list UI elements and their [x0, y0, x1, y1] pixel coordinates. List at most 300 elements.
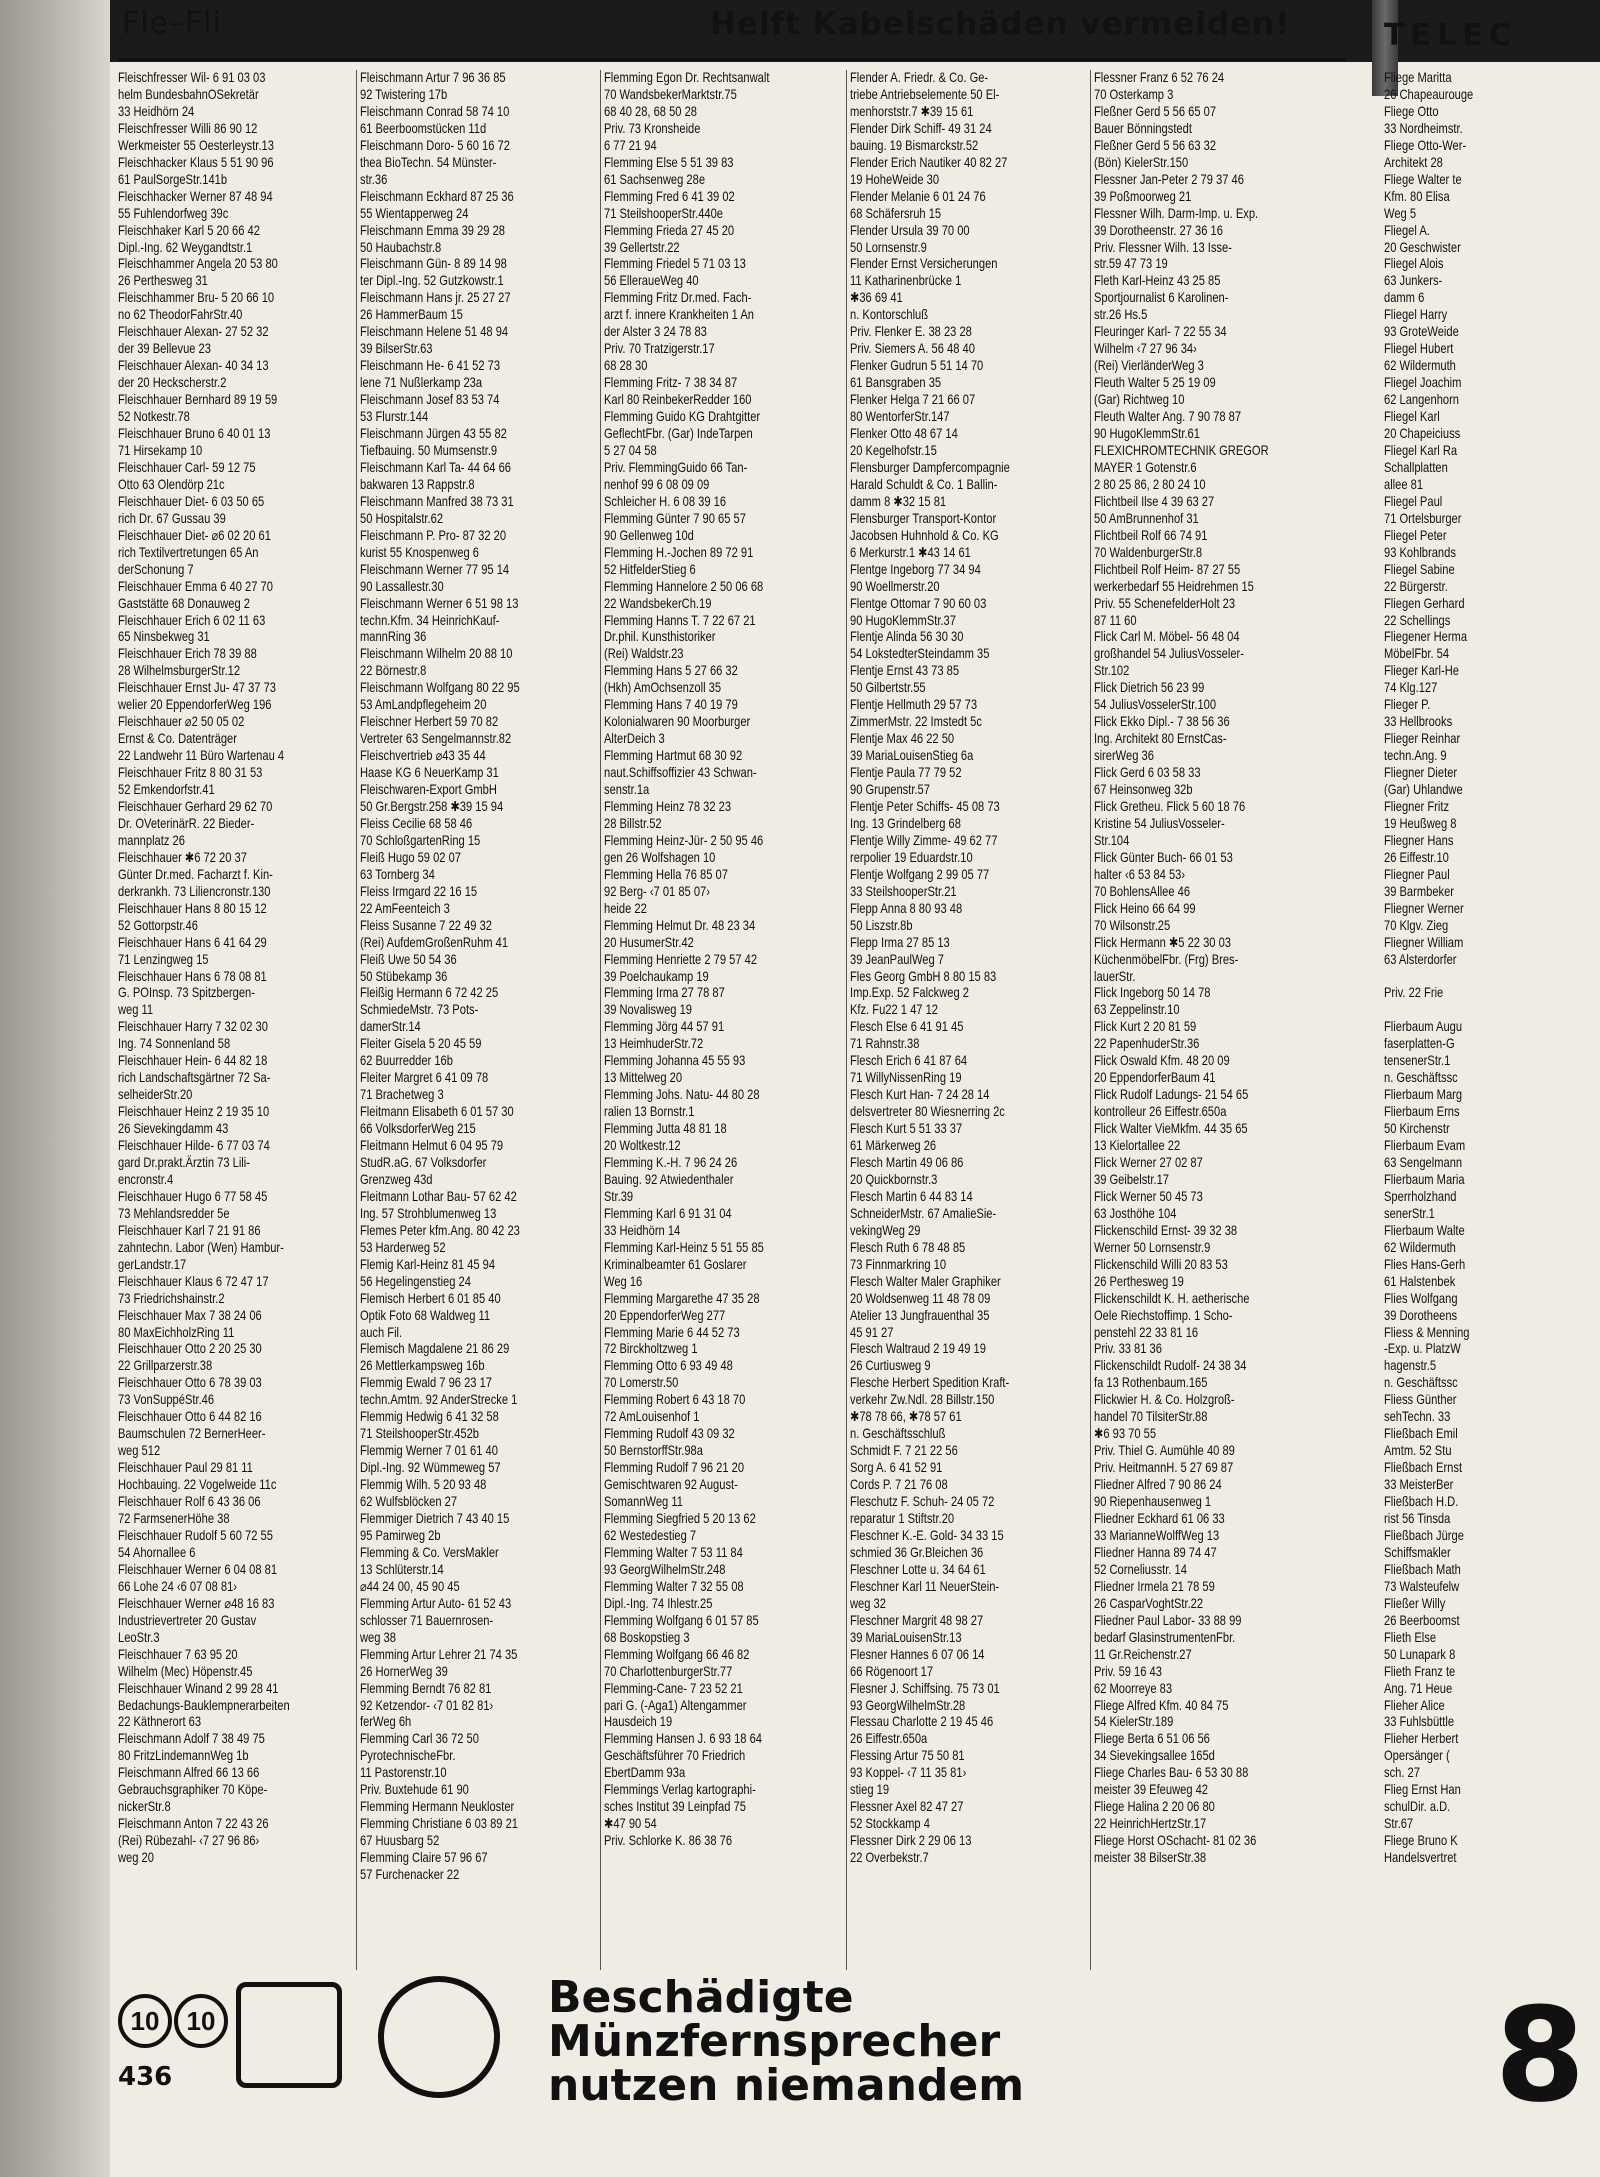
listing-line: Fleischfresser Willi 86 90 12	[118, 120, 258, 136]
listing-line: Flierbaum Walte	[1384, 1222, 1465, 1238]
listing-line: 80 MaxEichholzRing 11	[118, 1324, 235, 1340]
listing-line: Fleischhauer Erich 6 02 11 63	[118, 612, 266, 628]
listing-line: Fliedner Paul Labor- 33 88 99	[1094, 1612, 1242, 1628]
listing-line: 52 HitfelderStieg 6	[604, 561, 696, 577]
listing-line: Fleischhauer Ernst Ju- 47 37 73	[118, 680, 277, 696]
phonebook-icon	[236, 1982, 342, 2088]
listing-line: 39 Novalisweg 19	[604, 1002, 692, 1018]
listing-line: damerStr.14	[360, 1019, 421, 1035]
listing-line: Dr.phil. Kunsthistoriker	[604, 629, 716, 645]
listing-line: 26 Perthesweg 31	[118, 273, 208, 289]
listing-line: 33 Nordheimstr.	[1384, 120, 1463, 136]
listing-line: 93 GeorgWilhelmStr.28	[850, 1697, 966, 1713]
listing-line: 20 Kegelhofstr.15	[850, 442, 937, 458]
listing-line: naut.Schiffsoffizier 43 Schwan-	[604, 765, 757, 781]
listing-line: Flessner Franz 6 52 76 24	[1094, 70, 1225, 85]
listing-line: 62 Wildermuth	[1384, 358, 1456, 374]
listing-line: Sportjournalist 6 Karolinen-	[1094, 290, 1229, 306]
listing-line: 68 Boskopstieg 3	[604, 1629, 690, 1645]
listing-line: 20 HusumerStr.42	[604, 934, 694, 950]
listing-line: 72 FarmsenerHöhe 38	[118, 1511, 230, 1527]
listing-line: Hausdeich 19	[604, 1714, 673, 1730]
listing-line: ⌀44 24 00, 45 90 45	[360, 1578, 460, 1594]
listing-line: Flentje Alinda 56 30 30	[850, 629, 964, 645]
listing-line: 73 Walsteufelw	[1384, 1578, 1460, 1594]
listing-line: Flesch Walter Maler Graphiker	[850, 1273, 1001, 1289]
listing-line: 70 CharlottenburgerStr.77	[604, 1663, 733, 1679]
listing-line: mannRing 36	[360, 629, 427, 645]
listing-line: Flemming Siegfried 5 20 13 62	[604, 1511, 756, 1527]
listing-line: 53 AmLandpflegeheim 20	[360, 697, 487, 713]
listing-line: 71 Hirsekamp 10	[118, 442, 203, 458]
listing-line: 70 Klgv. Zieg	[1384, 917, 1449, 933]
listing-line: 61 PaulSorgeStr.141b	[118, 171, 228, 187]
listing-line: Grenzweg 43d	[360, 1171, 433, 1187]
listing-line: Fleischhauer Klaus 6 72 47 17	[118, 1273, 269, 1289]
listing-line: 73 VonSuppéStr.46	[118, 1392, 215, 1408]
listing-line: n. Geschäftsschluß	[850, 1426, 946, 1442]
listing-line: Flemming Hanns T. 7 22 67 21	[604, 612, 756, 628]
listing-line: Fleßner Gerd 5 56 65 07	[1094, 103, 1217, 119]
listing-line: nickerStr.8	[118, 1799, 171, 1815]
listing-line: 13 HeimhuderStr.72	[604, 1036, 704, 1052]
listing-line: zahntechn. Labor (Wen) Hambur-	[118, 1239, 284, 1255]
listing-line: Hochbauing. 22 Vogelweide 11c	[118, 1477, 277, 1493]
listing-line: LeoStr.3	[118, 1629, 160, 1645]
listing-line: weg 512	[118, 1443, 161, 1459]
listing-column-2	[360, 70, 557, 1884]
listing-line: Fleischhauer Winand 2 99 28 41	[118, 1680, 279, 1696]
listing-line: 53 Harderweg 52	[360, 1239, 446, 1255]
listing-line: Flies Wolfgang	[1384, 1290, 1458, 1306]
listing-line: Flichtbeil Ilse 4 39 63 27	[1094, 493, 1215, 509]
listing-line: 80 FritzLindemannWeg 1b	[118, 1748, 249, 1764]
listing-line: Flick Dietrich 56 23 99	[1094, 680, 1205, 696]
next-page-header: TELEC	[1384, 18, 1517, 53]
listing-line: Flemmings Verlag kartographi-	[604, 1782, 756, 1798]
listing-line: Flesch Kurt Han- 7 24 28 14	[850, 1087, 990, 1103]
listing-line: Priv. 70 Tratzigerstr.17	[604, 341, 715, 357]
listing-line: Architekt 28	[1384, 154, 1443, 170]
listing-line: Str.39	[604, 1188, 634, 1204]
listing-line: rist 56 Tinsda	[1384, 1511, 1451, 1527]
listing-column-5	[1094, 70, 1291, 1867]
listing-line: 93 Koppel- ‹7 11 35 81›	[850, 1765, 967, 1781]
listing-line: welier 20 EppendorferWeg 196	[118, 697, 272, 713]
listing-line: Kfz. Fu22 1 47 12	[850, 1002, 938, 1018]
listing-line: Gemischtwaren 92 August-	[604, 1477, 738, 1493]
listing-line: Flemming Henriette 2 79 57 42	[604, 951, 758, 967]
listing-line: Flender Erich Nautiker 40 82 27	[850, 154, 1008, 170]
listing-line: KüchenmöbelFbr. (Frg) Bres-	[1094, 951, 1239, 967]
listing-line: Flemming Günter 7 90 65 57	[604, 510, 746, 526]
listing-line: Flessau Charlotte 2 19 45 46	[850, 1714, 994, 1730]
listing-line: Schmidt F. 7 21 22 56	[850, 1443, 958, 1459]
listing-line: Günter Dr.med. Facharzt f. Kin-	[118, 866, 273, 882]
listing-line: Flieher Alice	[1384, 1697, 1445, 1713]
listing-line: Flemming Jörg 44 57 91	[604, 1019, 725, 1035]
listing-line: Flick Rudolf Ladungs- 21 54 65	[1094, 1087, 1249, 1103]
listing-line: der 20 Heckscherstr.2	[118, 375, 227, 391]
listing-line: Dipl.-Ing. 62 Weygandtstr.1	[118, 239, 253, 255]
listing-line: Fleischmann Anton 7 22 43 26	[118, 1816, 269, 1832]
listing-line: Flentge Ingeborg 77 34 94	[850, 561, 981, 577]
listing-line: 26 Mettlerkampsweg 16b	[360, 1358, 485, 1374]
listing-line: Tiefbauing. 50 Mumsenstr.9	[360, 442, 498, 458]
listing-line: Fließbach Emil	[1384, 1426, 1458, 1442]
listing-line: Fliege Horst OSchacht- 81 02 36	[1094, 1833, 1257, 1849]
listing-line: 39 BilserStr.63	[360, 341, 433, 357]
listing-line: Fleischhauer Hugo 6 77 58 45	[118, 1188, 268, 1204]
listing-line: Fleischhauer Hans 6 41 64 29	[118, 934, 267, 950]
listing-line: 20 EppendorferBaum 41	[1094, 1070, 1216, 1086]
listing-line: Flesch Martin 49 06 86	[850, 1155, 964, 1170]
listing-line: ✱78 78 66, ✱78 57 61	[850, 1409, 962, 1425]
listing-line: Fleischhauer 7 63 95 20	[118, 1646, 238, 1662]
listing-line: Fließbach H.D.	[1384, 1494, 1459, 1510]
listing-line: 61 Halstenbek	[1384, 1273, 1456, 1289]
listing-line: ZimmerMstr. 22 Imstedt 5c	[850, 714, 982, 730]
listing-line: ferWeg 6h	[360, 1714, 412, 1730]
listing-line: 68 40 28, 68 50 28	[604, 103, 697, 119]
listing-line: Fleischhauer Rudolf 5 60 72 55	[118, 1527, 273, 1543]
listing-line: Fleischmann Karl Ta- 44 64 66	[360, 459, 511, 475]
listing-line: 28 WilhelmsburgerStr.12	[118, 663, 241, 679]
listing-line: 54 JuliusVosselerStr.100	[1094, 697, 1217, 713]
listing-line: 39 MariaLouisenStieg 6a	[850, 748, 974, 764]
listing-line: 22 AmFeenteich 3	[360, 900, 450, 916]
listing-line: Flemming Friedel 5 71 03 13	[604, 256, 746, 272]
listing-line: 92 Ketzendor- ‹7 01 82 81›	[360, 1697, 494, 1713]
listing-line: 34 Sievekingsallee 165d	[1094, 1748, 1215, 1764]
listing-line: hagenstr.5	[1384, 1358, 1437, 1374]
listing-line: der Alster 3 24 78 83	[604, 324, 707, 340]
listing-line: Fleischmann P. Pro- 87 32 20	[360, 527, 507, 543]
listing-line: Flieger Reinhar	[1384, 731, 1461, 747]
listing-line: Fleischhauer Diet- 6 03 50 65	[118, 493, 265, 509]
listing-line: Priv. Flenker E. 38 23 28	[850, 324, 972, 340]
coin-10-icon: 10	[174, 1994, 228, 2048]
listing-line: Fleßner Gerd 5 56 63 32	[1094, 137, 1217, 153]
listing-line: Priv. 55 SchenefelderHolt 23	[1094, 595, 1236, 611]
listing-line: Fliege Maritta	[1384, 70, 1452, 85]
listing-line: 70 Lomerstr.50	[604, 1375, 679, 1391]
listing-line: Flieger Karl-He	[1384, 663, 1459, 679]
listing-line: Flemming Fritz- 7 38 34 87	[604, 375, 738, 391]
listing-line: (Rei) Rübezahl- ‹7 27 96 86›	[118, 1833, 260, 1849]
listing-line: Fleischhauer Harry 7 32 02 30	[118, 1019, 268, 1035]
listing-line: 63 Tornberg 34	[360, 866, 435, 882]
listing-line: (Bön) KielerStr.150	[1094, 154, 1189, 170]
listing-line: rerpolier 19 Eduardstr.10	[850, 849, 973, 865]
listing-line: Fleuringer Karl- 7 22 55 34	[1094, 324, 1227, 340]
listing-line: rich Dr. 67 Gussau 39	[118, 510, 226, 526]
listing-line: StudR.aG. 67 Volksdorfer	[360, 1155, 487, 1170]
listing-line: Fleischhauer Werner ⌀48 16 83	[118, 1595, 275, 1611]
listing-line: Priv. Buxtehude 61 90	[360, 1782, 469, 1798]
banner-line-1: Beschädigte	[548, 1972, 854, 2023]
column-divider	[1090, 70, 1091, 1970]
listing-line: Flensburger Dampfercompagnie	[850, 459, 1010, 475]
listing-line: Fliege Alfred Kfm. 40 84 75	[1094, 1697, 1229, 1713]
listing-line: Fliege Bruno K	[1384, 1833, 1458, 1849]
listing-line: Flentje Ernst 43 73 85	[850, 663, 960, 679]
scan-left-edge	[0, 0, 110, 2177]
listing-line: Flesch Kurt 5 51 33 37	[850, 1121, 963, 1137]
listing-line: Kfm. 80 Elisa	[1384, 188, 1450, 204]
listing-line: Flickwier H. & Co. Holzgroß-	[1094, 1392, 1235, 1408]
listing-line: Flickenschildt Rudolf- 24 38 34	[1094, 1358, 1247, 1374]
listing-line: 54 Ahornallee 6	[118, 1544, 196, 1560]
listing-line: 22 Bürgerstr.	[1384, 578, 1448, 594]
listing-line: 50 AmBrunnenhof 31	[1094, 510, 1199, 526]
listing-line: Fleuth Walter 5 25 19 09	[1094, 375, 1216, 391]
listing-line: Flick Werner 27 02 87	[1094, 1155, 1203, 1170]
listing-line: Priv. Flessner Wilh. 13 Isse-	[1094, 239, 1232, 255]
listing-line: Flemming Karl-Heinz 5 51 55 85	[604, 1239, 764, 1255]
listing-line: heide 22	[604, 900, 647, 916]
listing-line: Fließbach Jürge	[1384, 1527, 1464, 1543]
listing-line: 63 Sengelmann	[1384, 1155, 1463, 1170]
listing-line: Flierbaum Augu	[1384, 1019, 1463, 1035]
listing-line: Fleiss Cecilie 68 58 46	[360, 815, 473, 831]
listing-line: Flemig Karl-Heinz 81 45 94	[360, 1256, 496, 1272]
listing-line: 54 LokstedterSteindamm 35	[850, 646, 990, 662]
listing-line: 28 Billstr.52	[604, 815, 662, 831]
listing-line: vekingWeg 29	[850, 1222, 921, 1238]
listing-line: Flepp Irma 27 85 13	[850, 934, 950, 950]
listing-line: Fließbach Math	[1384, 1561, 1461, 1577]
listing-line: Flender Melanie 6 01 24 76	[850, 188, 986, 204]
listing-line: Fliegner Hans	[1384, 832, 1454, 848]
listing-line: 20 Quickbornstr.3	[850, 1171, 938, 1187]
listing-line: Fleschner Margrit 48 98 27	[850, 1612, 984, 1628]
listing-line: 56 Hegelingenstieg 24	[360, 1273, 471, 1289]
listing-line: 53 Flurstr.144	[360, 409, 429, 425]
listing-line: Fliess Günther	[1384, 1392, 1457, 1408]
banner-line-2: Münzfernsprecher	[548, 2016, 1001, 2067]
listing-line: Fliege Walter te	[1384, 171, 1462, 187]
listing-line: Kristine 54 JuliusVosseler-	[1094, 815, 1225, 831]
listing-line: Fleiß Hugo 59 02 07	[360, 849, 462, 865]
listing-line: 90 Grupenstr.57	[850, 782, 930, 798]
listing-line: 50 Kirchenstr	[1384, 1121, 1450, 1137]
listing-line: Flemming Artur Auto- 61 52 43	[360, 1595, 512, 1611]
listing-line: Flick Werner 50 45 73	[1094, 1188, 1203, 1204]
listing-line: Flemming Rudolf 43 09 32	[604, 1426, 735, 1442]
listing-line: Fliegel Karl	[1384, 409, 1440, 425]
listing-line: Flemming K.-H. 7 96 24 26	[604, 1155, 738, 1170]
listing-line: Flickenschildt K. H. aetherische	[1094, 1290, 1250, 1306]
listing-line: G. POInsp. 73 Spitzbergen-	[118, 985, 255, 1001]
listing-line: 33 MeisterBer	[1384, 1477, 1454, 1493]
listing-line: Dipl.-Ing. 74 Ihlestr.25	[604, 1595, 713, 1611]
listing-line: Flemming Hansen J. 6 93 18 64	[604, 1731, 763, 1747]
listing-line: Kriminalbeamter 61 Goslarer	[604, 1256, 747, 1272]
listing-line: Flemming Fritz Dr.med. Fach-	[604, 290, 752, 306]
listing-line: Oele Riechstoffimp. 1 Scho-	[1094, 1307, 1233, 1323]
listing-line: Haase KG 6 NeuerKamp 31	[360, 765, 499, 781]
listing-line: Fleischhacker Werner 87 48 94	[118, 188, 273, 204]
listing-line: kontrolleur 26 Eiffestr.650a	[1094, 1104, 1227, 1120]
listing-line: Flichtbeil Rolf Heim- 87 27 55	[1094, 561, 1241, 577]
listing-line: 70 BohlensAllee 46	[1094, 883, 1191, 899]
listing-line: Fleischhauer Hilde- 6 77 03 74	[118, 1138, 270, 1154]
listing-line: thea BioTechn. 54 Münster-	[360, 154, 497, 170]
listing-line: stieg 19	[850, 1782, 890, 1798]
listing-line: lene 71 Nußlerkamp 23a	[360, 375, 483, 391]
listing-line: Fliegner Fritz	[1384, 798, 1450, 814]
listing-line: schlosser 71 Bauernrosen-	[360, 1612, 494, 1628]
listing-line: Fleiss Irmgard 22 16 15	[360, 883, 478, 899]
listing-line: Schleicher H. 6 08 39 16	[604, 493, 727, 509]
listing-line: Flemming Irma 27 78 87	[604, 985, 725, 1001]
listing-line: 39 Poßmoorweg 21	[1094, 188, 1192, 204]
listing-line: Flemming Carl 36 72 50	[360, 1731, 479, 1747]
listing-line: 70 Wilsonstr.25	[1094, 917, 1171, 933]
listing-line: ✱6 93 70 55	[1094, 1426, 1157, 1442]
listing-line: Flierbaum Erns	[1384, 1104, 1460, 1120]
listing-line: Flesch Erich 6 41 87 64	[850, 1053, 968, 1069]
listing-line: 61 Sachsenweg 28e	[604, 171, 706, 187]
listing-line: Flick Ekko Dipl.- 7 38 56 36	[1094, 714, 1230, 730]
listing-line: Fleischmann Josef 83 53 74	[360, 392, 500, 408]
listing-line: Fleischhauer Otto 6 44 82 16	[118, 1409, 262, 1425]
listing-line: Flemming Hermann Neukloster	[360, 1799, 515, 1815]
listing-line: Dipl.-Ing. 92 Wümmeweg 57	[360, 1460, 501, 1476]
listing-line: 19 Heußweg 8	[1384, 815, 1457, 831]
listing-line: Flemming Hans 7 40 19 79	[604, 697, 738, 713]
listing-line: Fleischhauer Emma 6 40 27 70	[118, 578, 273, 594]
listing-line: Priv. 33 81 36	[1094, 1341, 1162, 1357]
listing-line: Fliegel Joachim	[1384, 375, 1462, 391]
listing-line: 22 Käthnerort 63	[118, 1714, 202, 1730]
listing-line: Fleischhauer Heinz 2 19 35 10	[118, 1104, 270, 1120]
listing-line: Fliedner Irmela 21 78 59	[1094, 1578, 1215, 1594]
listing-line: Fleischmann Alfred 66 13 66	[118, 1765, 260, 1781]
listing-line: Fliegner Werner	[1384, 900, 1464, 916]
listing-line: meister 39 Efeuweg 42	[1094, 1782, 1209, 1798]
listing-line: Fleschner K.-E. Gold- 34 33 15	[850, 1527, 1004, 1543]
listing-line: 71 Lenzingweg 15	[118, 951, 209, 967]
listing-line: str.59 47 73 19	[1094, 256, 1168, 272]
listing-line: 33 Fuhlsbüttle	[1384, 1714, 1455, 1730]
listing-line: 92 Berg- ‹7 01 85 07›	[604, 883, 710, 899]
listing-line: Fleischhauer Carl- 59 12 75	[118, 459, 256, 475]
listing-line: Atelier 13 Jungfrauenthal 35	[850, 1307, 990, 1323]
listing-line: 26 Perthesweg 19	[1094, 1273, 1184, 1289]
listing-line: Fleitmann Helmut 6 04 95 79	[360, 1138, 504, 1154]
listing-line: 87 11 60	[1094, 612, 1137, 628]
listing-line: MAYER 1 Gotenstr.6	[1094, 459, 1197, 475]
listing-line: Flierbaum Marg	[1384, 1087, 1463, 1103]
listing-line: delsvertreter 80 Wiesnerring 2c	[850, 1104, 1005, 1120]
listing-line: Fleischhauer Hein- 6 44 82 18	[118, 1053, 268, 1069]
listing-line: Flemming Marie 6 44 52 73	[604, 1324, 740, 1340]
listing-line: Flemming Wolfgang 66 46 82	[604, 1646, 750, 1662]
listing-line: nenhof 99 6 08 09 09	[604, 476, 710, 492]
listing-line: derkrankh. 73 Liliencronstr.130	[118, 883, 271, 899]
listing-line: Flemming-Cane- 7 23 52 21	[604, 1680, 743, 1696]
listing-line: verkehr Zw.Ndl. 28 Billstr.150	[850, 1392, 995, 1408]
listing-line: 2 80 25 86, 2 80 24 10	[1094, 476, 1206, 492]
listing-line: 39 Dorotheenstr. 27 36 16	[1094, 222, 1223, 238]
listing-line: Flick Carl M. Möbel- 56 48 04	[1094, 629, 1240, 645]
listing-line: Ang. 71 Heue	[1384, 1680, 1453, 1696]
listing-line: handel 70 TilsiterStr.88	[1094, 1409, 1208, 1425]
listing-line: Fließer Willy	[1384, 1595, 1446, 1611]
page-number: 436	[118, 2062, 173, 2092]
listing-line: EbertDamm 93a	[604, 1765, 686, 1781]
listing-line: 66 Rögenoort 17	[850, 1663, 934, 1679]
listing-line: Flessner Jan-Peter 2 79 37 46	[1094, 171, 1244, 187]
page-slogan-header: Helft Kabelschäden vermeiden!	[710, 6, 1291, 42]
listing-line: Fleischhauer Werner 6 04 08 81	[118, 1561, 278, 1577]
listing-line: Flemming Otto 6 93 49 48	[604, 1358, 733, 1374]
listing-line: 71 SteilshooperStr.452b	[360, 1426, 479, 1442]
listing-line: gerLandstr.17	[118, 1256, 187, 1272]
listing-line: Schallplatten	[1384, 459, 1448, 475]
listing-line: Fliegel Sabine	[1384, 561, 1455, 577]
listing-line: Fleischmann Wilhelm 20 88 10	[360, 646, 513, 662]
listing-line: Flemmig Ewald 7 96 23 17	[360, 1375, 492, 1391]
listing-line: MöbelFbr. 54	[1384, 646, 1450, 662]
listing-line: 50 Hospitalstr.62	[360, 510, 444, 526]
listing-line: 67 Huusbarg 52	[360, 1833, 440, 1849]
listing-line: 71 Rahnstr.38	[850, 1036, 920, 1052]
listing-line: -Exp. u. PlatzW	[1384, 1341, 1461, 1357]
listing-line: SchneiderMstr. 67 AmalieSie-	[850, 1205, 997, 1221]
listing-line: 55 Fuhlendorfweg 39c	[118, 205, 229, 221]
listing-line: 68 Schäfersruh 15	[850, 205, 942, 221]
listing-line: Flick Gerd 6 03 58 33	[1094, 765, 1201, 781]
listing-line: Flieth Else	[1384, 1629, 1437, 1645]
listing-line: Werner 50 Lornsenstr.9	[1094, 1239, 1211, 1255]
listing-line: Fleiß Uwe 50 54 36	[360, 951, 457, 967]
next-page-ad-fragment: 8	[1494, 1979, 1586, 2131]
listing-line: Dr. OVeterinärR. 22 Bieder-	[118, 815, 255, 831]
listing-line: Flemming H.-Jochen 89 72 91	[604, 544, 754, 560]
listing-line: Fleischhauer Otto 6 78 39 03	[118, 1375, 262, 1391]
listing-line: penstehl 22 33 81 16	[1094, 1324, 1199, 1340]
listing-line: 90 Woellmerstr.20	[850, 578, 940, 594]
listing-line: Ing. Architekt 80 ErnstCas-	[1094, 731, 1227, 747]
listing-line: GeflechtFbr. (Gar) IndeTarpen	[604, 426, 753, 442]
listing-line: 50 Liszstr.8b	[850, 917, 913, 933]
listing-line: Fliegner Paul	[1384, 866, 1450, 882]
column-divider	[846, 70, 847, 1970]
listing-line: Kolonialwaren 90 Moorburger	[604, 714, 751, 730]
listing-line: Flemming Hans 5 27 66 32	[604, 663, 738, 679]
listing-line: 73 Friedrichshainstr.2	[118, 1290, 225, 1306]
listing-line: Flick Gretheu. Flick 5 60 18 76	[1094, 798, 1246, 814]
listing-line: Ing. 57 Strohblumenweg 13	[360, 1205, 497, 1221]
listing-line	[1384, 969, 1581, 986]
listing-line: halter ‹6 53 84 53›	[1094, 866, 1186, 882]
listing-line: Fleiter Margret 6 41 09 78	[360, 1070, 489, 1086]
listing-line: helm BundesbahnOSekretär	[118, 86, 259, 102]
listing-line: Ing. 13 Grindelberg 68	[850, 815, 961, 831]
listing-line: 61 Märkerweg 26	[850, 1138, 937, 1154]
listing-line: 13 Kielortallee 22	[1094, 1138, 1181, 1154]
listing-line: 45 91 27	[850, 1324, 894, 1340]
listing-line: schulDir. a.D.	[1384, 1799, 1451, 1815]
listing-line: Flemmiger Dietrich 7 43 40 15	[360, 1511, 510, 1527]
listing-line: 20 Woldsenweg 11 48 78 09	[850, 1290, 991, 1306]
listing-line: Weg 5	[1384, 205, 1417, 221]
listing-line: 19 HoheWeide 30	[850, 171, 940, 187]
listing-line: Fleischmann Adolf 7 38 49 75	[118, 1731, 265, 1747]
